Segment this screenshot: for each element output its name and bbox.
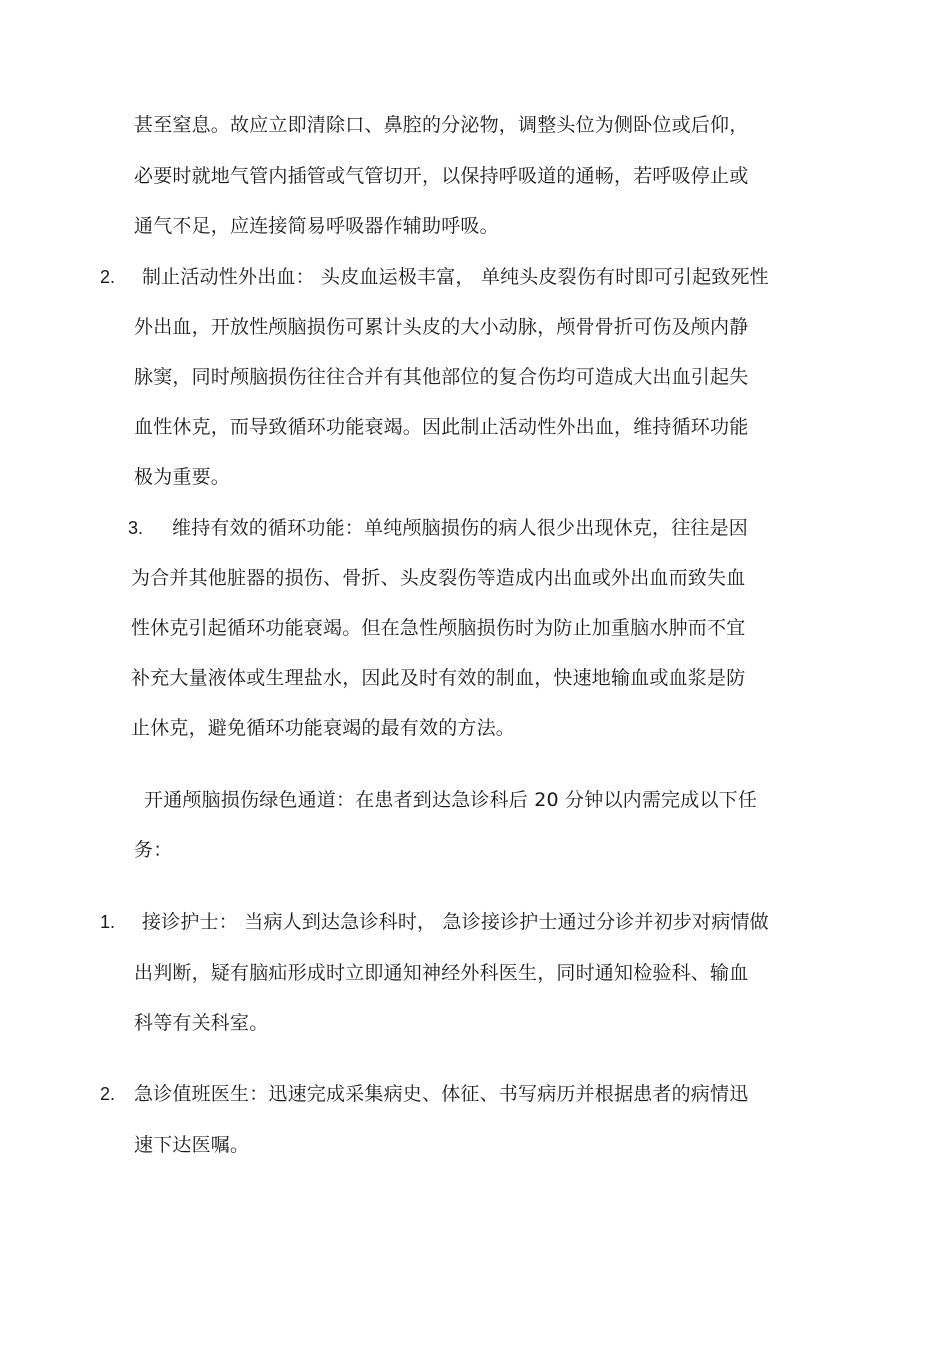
text-line: 科等有关科室。 bbox=[134, 1012, 269, 1034]
text-line: 务： bbox=[134, 839, 173, 861]
text-line: 维持有效的循环功能：单纯颅脑损伤的病人很少出现休克，往往是因 bbox=[172, 517, 749, 539]
list-number: 3. bbox=[128, 518, 144, 538]
text-line: 速下达医嘱。 bbox=[134, 1134, 250, 1156]
text-line: 血性休克，而导致循环功能衰竭。因此制止活动性外出血，维持循环功能 bbox=[134, 416, 749, 438]
text-line: 通气不足，应连接简易呼吸器作辅助呼吸。 bbox=[134, 215, 499, 237]
text-line: 接诊护士： 当病人到达急诊科时， 急诊接诊护士通过分诊并初步对病情做 bbox=[142, 911, 769, 933]
text-line: 急诊值班医生：迅速完成采集病史、体征、书写病历并根据患者的病情迅 bbox=[134, 1083, 749, 1105]
text-line: 止休克，避免循环功能衰竭的最有效的方法。 bbox=[131, 717, 516, 739]
list-number: 2. bbox=[100, 267, 116, 287]
text-line: 脉窦，同时颅脑损伤往往合并有其他部位的复合伤均可造成大出血引起失 bbox=[134, 366, 749, 388]
text-line: 外出血，开放性颅脑损伤可累计头皮的大小动脉，颅骨骨折可伤及颅内静 bbox=[134, 316, 749, 338]
text-line: 极为重要。 bbox=[134, 466, 231, 488]
text-line: 制止活动性外出血： 头皮血运极丰富， 单纯头皮裂伤有时即可引起致死性 bbox=[142, 266, 769, 288]
list-number: 2. bbox=[100, 1084, 116, 1104]
text-line: 性休克引起循环功能衰竭。但在急性颅脑损伤时为防止加重脑水肿而不宜 bbox=[131, 617, 746, 639]
text-line: 补充大量液体或生理盐水，因此及时有效的制血，快速地输血或血浆是防 bbox=[131, 667, 746, 689]
text-line: 出判断，疑有脑疝形成时立即通知神经外科医生，同时通知检验科、输血 bbox=[134, 962, 749, 984]
text-line: 必要时就地气管内插管或气管切开，以保持呼吸道的通畅，若呼吸停止或 bbox=[134, 165, 749, 187]
text-line: 为合并其他脏器的损伤、骨折、头皮裂伤等造成内出血或外出血而致失血 bbox=[131, 567, 746, 589]
list-number: 1. bbox=[100, 912, 116, 932]
text-line: 甚至窒息。故应立即清除口、鼻腔的分泌物，调整头位为侧卧位或后仰， bbox=[134, 114, 749, 136]
text-line: 开通颅脑损伤绿色通道：在患者到达急诊科后 20 分钟以内需完成以下任 bbox=[144, 789, 758, 811]
